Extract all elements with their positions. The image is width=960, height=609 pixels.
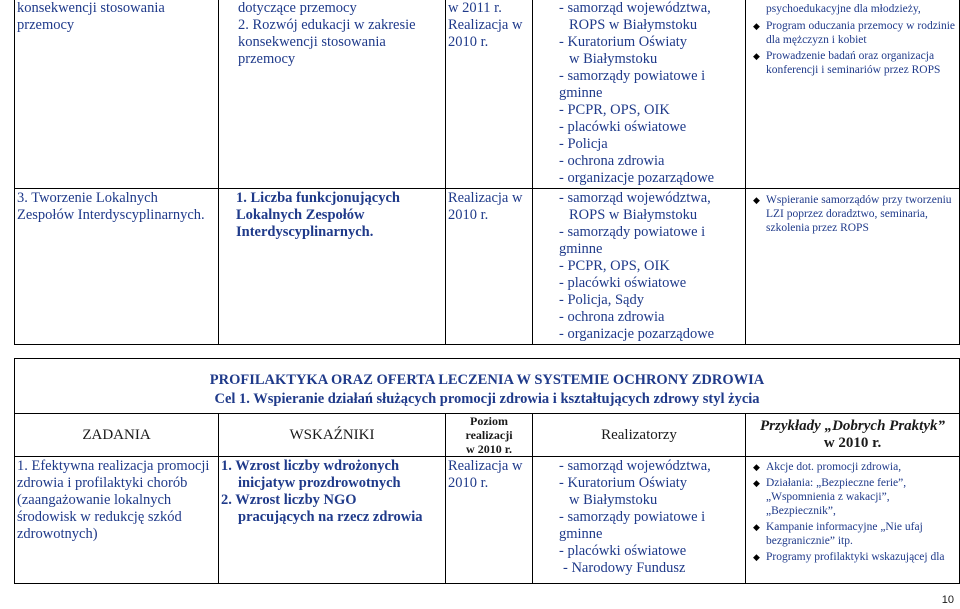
col-header-text: w 2010 r. xyxy=(823,435,882,451)
col-header-text: Poziom xyxy=(470,414,508,428)
col-header-indicators xyxy=(219,414,446,457)
col-header-text: w 2010 r. xyxy=(466,442,512,456)
actor-item: - Policja, Sądy xyxy=(559,292,644,308)
actor-item: - Kuratorium Oświaty xyxy=(559,475,688,491)
examples-cell xyxy=(746,0,960,189)
actor-item: - Policja xyxy=(559,136,608,152)
examples-intro: psychoedukacyjne dla młodzieży, xyxy=(766,3,921,15)
actor-item: w Białymstoku xyxy=(569,51,658,67)
actors-cell xyxy=(533,0,746,189)
actor-item: gminne xyxy=(559,526,603,542)
actor-item: - samorząd województwa, xyxy=(559,458,711,474)
indicator-text: 1. Liczba funkcjonujących Lokalnych Zespołów Interdyscyplinarnych. xyxy=(236,190,400,240)
col-header-text: realizacji xyxy=(465,428,513,442)
actor-item: ROPS w Białymstoku xyxy=(569,17,698,33)
actor-item: - Narodowy Fundusz xyxy=(563,560,686,576)
task-text: konsekwencji stosowania przemocy xyxy=(17,0,165,33)
level-text: w 2011 r. xyxy=(448,0,502,16)
table-row xyxy=(15,457,960,584)
actor-item: gminne xyxy=(559,241,603,257)
indicator-text: 1. Wzrost liczby wdrożonych inicjatyw prozdrowotnych xyxy=(221,458,401,491)
section-title: PROFILAKTYKA ORAZ OFERTA LECZENIA W SYSTEMIE OCHRONY ZDROWIA xyxy=(209,372,765,388)
actor-item: - ochrona zdrowia xyxy=(559,309,665,325)
task-cell xyxy=(15,189,219,345)
col-header-actors xyxy=(533,414,746,457)
indicator-text: 2. Rozwój edukacji w zakresie konsekwencji stosowania przemocy xyxy=(238,17,416,67)
actor-item: - placówki oświatowe xyxy=(559,275,687,291)
indicator-text: 2. Wzrost liczby NGO pracujących na rzecz zdrowia xyxy=(221,492,423,525)
list-item: ◆ Kampanie informacyjne „Nie ufaj bezgranicznie” itp. xyxy=(752,520,957,548)
actors-cell xyxy=(533,189,746,345)
actor-item: - organizacje pozarządowe xyxy=(559,326,715,342)
actors-cell xyxy=(533,457,746,584)
indicator-cell xyxy=(219,0,446,189)
actor-item: - placówki oświatowe xyxy=(559,543,687,559)
col-header-examples xyxy=(746,414,960,457)
level-cell xyxy=(446,457,533,584)
list-item: ◆ Działania: „Bezpieczne ferie”, „Wspomnienia z wakacji”, „Bezpiecznik”, xyxy=(752,476,957,518)
top-table xyxy=(14,0,960,345)
column-header-row xyxy=(15,414,960,457)
col-header-text: WSKAŹNIKI xyxy=(289,426,375,443)
col-header-text: ZADANIA xyxy=(82,426,151,443)
actor-item: - ochrona zdrowia xyxy=(559,153,665,169)
list-item: ◆ Program oduczania przemocy w rodzinie dla mężczyzn i kobiet xyxy=(752,19,957,47)
indicator-text: dotyczące przemocy xyxy=(238,0,357,16)
actor-item: w Białymstoku xyxy=(569,492,658,508)
col-header-level xyxy=(446,414,533,457)
table-row xyxy=(15,0,960,189)
list-item: ◆ Prowadzenie badań oraz organizacja konferencji i seminariów przez ROPS xyxy=(752,49,957,77)
actor-item: - samorząd województwa, xyxy=(559,190,711,206)
level-text: Realizacja w 2010 r. xyxy=(448,17,523,50)
indicator-cell xyxy=(219,189,446,345)
indicator-cell xyxy=(219,457,446,584)
bottom-table xyxy=(14,358,960,584)
actor-item: ROPS w Białymstoku xyxy=(569,207,698,223)
examples-cell xyxy=(746,457,960,584)
actor-item: - Kuratorium Oświaty xyxy=(559,34,688,50)
list-item: ◆ Programy profilaktyki wskazującej dla xyxy=(752,550,957,564)
level-cell xyxy=(446,0,533,189)
level-text: Realizacja w 2010 r. xyxy=(448,458,523,491)
task-text: 3. Tworzenie Lokalnych Zespołów Interdyscyplinarnych. xyxy=(17,190,205,223)
goal-title: Cel 1. Wspieranie działań służących promocji zdrowia i kształtujących zdrowy styl życia xyxy=(214,391,760,407)
section-header-row xyxy=(15,359,960,414)
actor-item: - samorządy powiatowe i xyxy=(559,224,706,240)
examples-cell xyxy=(746,189,960,345)
list-item: ◆ Akcje dot. promocji zdrowia, xyxy=(752,460,957,474)
actor-item: - samorządy powiatowe i xyxy=(559,68,706,84)
actor-item: gminne xyxy=(559,85,603,101)
examples-list xyxy=(752,460,957,564)
actor-item: - PCPR, OPS, OIK xyxy=(559,102,670,118)
actor-item: - organizacje pozarządowe xyxy=(559,170,715,186)
actor-item: - PCPR, OPS, OIK xyxy=(559,258,670,274)
task-text: 1. Efektywna realizacja promocji zdrowia i profilaktyki chorób (zaangażowanie lokalnych środowisk w redukcję szkód zdrowotnych) xyxy=(17,458,210,542)
page-number: 10 xyxy=(941,594,954,606)
col-header-text: Realizatorzy xyxy=(601,426,677,443)
level-cell xyxy=(446,189,533,345)
section-header-cell xyxy=(15,359,960,414)
table-row xyxy=(15,189,960,345)
col-header-tasks xyxy=(15,414,219,457)
level-text: Realizacja w 2010 r. xyxy=(448,190,523,223)
col-header-text: Przykłady „Dobrych Praktyk” xyxy=(760,418,945,434)
actor-item: - samorządy powiatowe i xyxy=(559,509,706,525)
actor-item: - placówki oświatowe xyxy=(559,119,687,135)
actor-item: - samorząd województwa, xyxy=(559,0,711,16)
task-cell xyxy=(15,457,219,584)
task-cell xyxy=(15,0,219,189)
examples-list xyxy=(752,19,957,77)
examples-list xyxy=(752,193,957,235)
list-item: ◆ Wspieranie samorządów przy tworzeniu LZI poprzez doradztwo, seminaria, szkolenia przez ROPS xyxy=(752,193,957,235)
